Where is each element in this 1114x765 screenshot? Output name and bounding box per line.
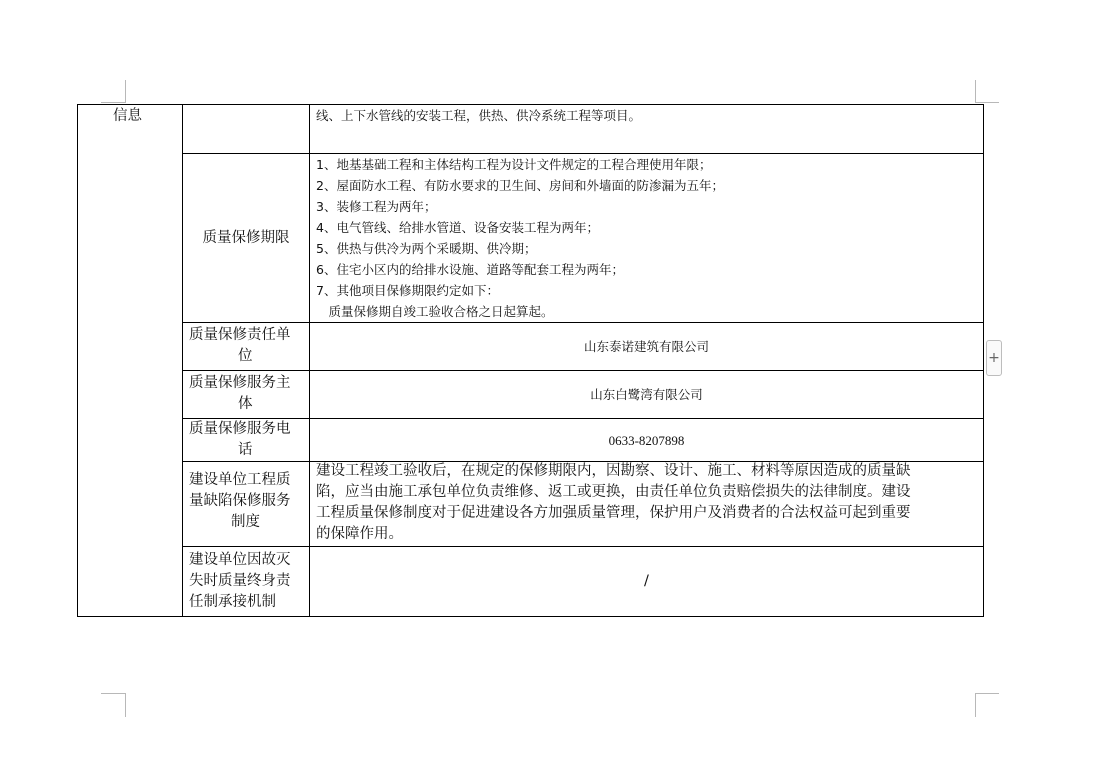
plus-icon: + xyxy=(988,350,1000,366)
responsible-unit-label-line-2: 位 xyxy=(238,348,253,364)
lifetime-liability-value: / xyxy=(644,573,649,589)
warranty-line-3: 3、装修工程为两年； xyxy=(316,199,437,214)
warranty-line-8: 质量保修期自竣工验收合格之日起算起。 xyxy=(316,304,554,319)
defect-system-label-line-3: 制度 xyxy=(231,514,260,530)
warranty-line-1: 1、地基基础工程和主体结构工程为设计文件规定的工程合理使用年限； xyxy=(316,157,712,172)
service-subject-value: 山东白鹭湾有限公司 xyxy=(590,387,703,402)
warranty-line-2: 2、屋面防水工程、有防水要求的卫生间、房间和外墙面的防渗漏为五年； xyxy=(316,178,724,193)
lifetime-liability-label-line-2: 失时质量终身责 xyxy=(189,573,291,589)
service-phone-value: 0633-8207898 xyxy=(608,432,685,448)
defect-system-line-2: 陷，应当由施工承包单位负责维修、返工或更换，由责任单位负责赔偿损失的法律制度。建设 xyxy=(316,484,911,500)
defect-system-line-4: 的保障作用。 xyxy=(316,526,403,542)
category-label: 信息 xyxy=(113,108,142,124)
warranty-line-5: 5、供热与供冷为两个采暖期、供冷期； xyxy=(316,241,537,256)
row1-text: 线、上下水管线的安装工程，供热、供冷系统工程等项目。 xyxy=(316,108,642,123)
service-subject-label-line-1: 质量保修服务主 xyxy=(189,375,291,391)
lifetime-liability-label-line-3: 任制承接机制 xyxy=(189,594,276,610)
defect-system-line-1: 建设工程竣工验收后，在规定的保修期限内，因勘察、设计、施工、材料等原因造成的质量缺 xyxy=(316,463,911,479)
lifetime-liability-label-line-1: 建设单位因故灭 xyxy=(189,552,291,568)
crop-mark-bottom-left-v xyxy=(125,693,126,717)
crop-mark-bottom-left-h xyxy=(101,693,125,694)
warranty-period-label: 质量保修期限 xyxy=(202,229,290,246)
warranty-line-4: 4、电气管线、给排水管道、设备安装工程为两年； xyxy=(316,220,599,235)
defect-system-line-3: 工程质量保修制度对于促进建设各方加强质量管理，保护用户及消费者的合法权益可起到重要 xyxy=(316,505,911,521)
crop-mark-top-right-v xyxy=(975,80,976,103)
crop-mark-bottom-right-v xyxy=(975,693,976,717)
warranty-line-6: 6、住宅小区内的给排水设施、道路等配套工程为两年； xyxy=(316,262,624,277)
warranty-line-7: 7、其他项目保修期限约定如下： xyxy=(316,283,499,298)
responsible-unit-label-line-1: 质量保修责任单 xyxy=(189,327,291,343)
service-phone-label-line-2: 话 xyxy=(238,442,253,458)
crop-mark-top-left-v xyxy=(125,80,126,103)
responsible-unit-value: 山东泰诺建筑有限公司 xyxy=(583,339,709,354)
defect-system-label-line-2: 量缺陷保修服务 xyxy=(189,493,291,509)
crop-mark-top-right-h xyxy=(975,102,999,103)
service-phone-label-line-1: 质量保修服务电 xyxy=(189,421,291,437)
row1-label-cell xyxy=(182,104,310,154)
crop-mark-top-left-h xyxy=(101,102,125,103)
add-column-button[interactable] xyxy=(986,340,1002,376)
defect-system-label-line-1: 建设单位工程质 xyxy=(189,472,291,488)
category-cell xyxy=(77,104,183,617)
service-subject-label-line-2: 体 xyxy=(238,396,253,412)
crop-mark-bottom-right-h xyxy=(975,693,999,694)
